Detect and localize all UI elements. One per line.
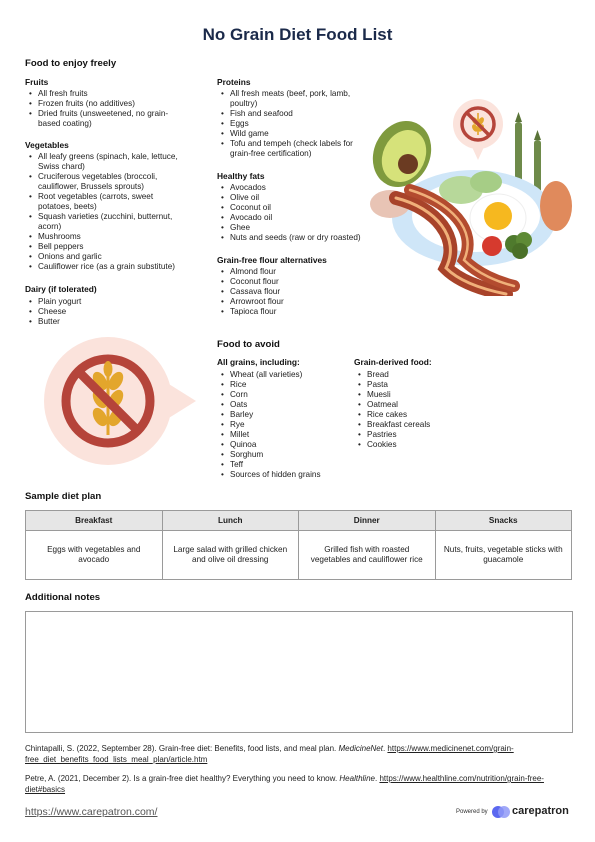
list-item: • Wild game [217,129,377,139]
list-item: • Olive oil [217,193,387,203]
list-item: • All fresh meats (beef, pork, lamb, [217,89,377,99]
list-item: • Arrowroot flour [217,297,377,307]
page-title: No Grain Diet Food List [202,25,393,44]
list-item: • Rice [217,380,357,390]
list-item: • Bell peppers [25,242,210,252]
list-item: • Root vegetables (carrots, sweet [25,192,210,202]
carepatron-logo-icon [492,805,510,819]
list-item: • All leafy greens (spinach, kale, lettuce, [25,152,210,162]
list-item: • Pasta [354,380,494,390]
list-item: • Avocado oil [217,213,387,223]
list-item: • Cheese [25,307,205,317]
list-item: • Teff [217,460,357,470]
list-item: • Wheat (all varieties) [217,370,357,380]
list-item: • Muesli [354,390,494,400]
brand-name: carepatron [512,805,569,817]
list-item: • Quinoa [217,440,357,450]
vegetables-list [25,152,210,272]
vegetables-title: Vegetables [25,140,69,150]
cell-lunch: Large salad with grilled chicken and olive oil dressing [162,531,299,580]
list-item: • Oatmeal [354,400,494,410]
reference-separator: . [382,744,388,753]
list-item: based coating) [38,119,92,128]
list-item: potatoes, beets) [38,202,97,211]
list-item: cauliflower, Brussels sprouts) [38,182,145,191]
fruits-list [25,89,205,129]
list-item: • Eggs [217,119,377,129]
proteins-list [217,89,377,159]
list-item: • Millet [217,430,357,440]
fats-list [217,183,387,243]
list-item: • All fresh fruits [25,89,205,99]
list-item: • Tofu and tempeh (check labels for [217,139,377,149]
reference-source: MedicineNet [338,744,383,753]
list-item: • Bread [354,370,494,380]
reference-text: Petre, A. (2021, December 2). Is a grain-free diet healthy? Everything you need to know. [25,774,340,783]
footer-website-link[interactable]: https://www.carepatron.com/ [25,806,158,818]
list-item: • Tapioca flour [217,307,377,317]
powered-by-label: Powered by [456,809,488,815]
flours-title: Grain-free flour alternatives [217,255,327,265]
list-item: • Plain yogurt [25,297,205,307]
reference-text: Chintapalli, S. (2022, September 28). Grain-free diet: Benefits, food lists, and meal plan. [25,744,339,753]
list-item: poultry) [230,99,258,108]
list-item: • Almond flour [217,267,377,277]
cell-breakfast: Eggs with vegetables and avocado [26,531,163,580]
cell-dinner: Grilled fish with roasted vegetables and cauliflower rice [299,531,436,580]
no-grain-icon [453,99,503,160]
reference-separator: . [374,774,380,783]
avoid-heading: Food to avoid [217,339,280,350]
table-row [26,531,572,580]
notes-box[interactable] [25,611,573,733]
list-item: • Cauliflower rice (as a grain substitute) [25,262,210,272]
no-grain-icon [44,337,200,465]
reference-source: Healthline [339,774,375,783]
derived-list [354,370,494,450]
dairy-title: Dairy (if tolerated) [25,284,97,294]
list-item: • Butter [25,317,205,327]
derived-title: Grain-derived food: [354,357,432,367]
list-item: • Oats [217,400,357,410]
column-header-dinner: Dinner [299,511,436,531]
column-header-snacks: Snacks [435,511,572,531]
list-item: • Avocados [217,183,387,193]
list-item: • Nuts and seeds (raw or dry roasted) [217,233,387,243]
list-item: • Onions and garlic [25,252,210,262]
list-item: • Fish and seafood [217,109,377,119]
list-item: grain-free certification) [230,149,312,158]
reference-2 [25,774,571,795]
list-item: • Rice cakes [354,410,494,420]
enjoy-heading: Food to enjoy freely [25,58,117,69]
list-item: • Pastries [354,430,494,440]
list-item: • Ghee [217,223,387,233]
plan-heading: Sample diet plan [25,491,102,502]
reference-link[interactable]: https://www.healthline.com/nutrition/grain-free-diet#basics [25,774,544,794]
list-item: • Coconut oil [217,203,387,213]
list-item: • Barley [217,410,357,420]
notes-heading: Additional notes [25,592,101,603]
list-item: • Sorghum [217,450,357,460]
list-item: • Breakfast cereals [354,420,494,430]
list-item: • Mushrooms [25,232,210,242]
table-header-row [26,511,572,531]
list-item: • Rye [217,420,357,430]
grains-title: All grains, including: [217,357,300,367]
list-item: • Corn [217,390,357,400]
list-item: • Cookies [354,440,494,450]
reference-1 [25,744,571,765]
list-item: • Frozen fruits (no additives) [25,99,205,109]
list-item: • Dried fruits (unsweetened, no grain- [25,109,205,119]
list-item: acorn) [38,222,62,231]
flours-list [217,267,377,317]
list-item: • Squash varieties (zucchini, butternut, [25,212,210,222]
dairy-list [25,297,205,327]
column-header-lunch: Lunch [162,511,299,531]
list-item: • Cruciferous vegetables (broccoli, [25,172,210,182]
cell-snacks: Nuts, fruits, vegetable sticks with guacamole [435,531,572,580]
column-header-breakfast: Breakfast [26,511,163,531]
list-item: • Sources of hidden grains [217,470,357,480]
grains-list [217,370,357,480]
reference-link[interactable]: https://www.medicinenet.com/grain-free_diet_benefits_food_lists_meal_plan/article.htm [25,744,514,764]
list-item: • Coconut flour [217,277,377,287]
fats-title: Healthy fats [217,171,265,181]
list-item: • Cassava flour [217,287,377,297]
fruits-title: Fruits [25,77,49,87]
food-plate-illustration [366,98,574,296]
list-item: Swiss chard) [38,162,85,171]
proteins-title: Proteins [217,77,251,87]
diet-plan-table [25,510,572,580]
